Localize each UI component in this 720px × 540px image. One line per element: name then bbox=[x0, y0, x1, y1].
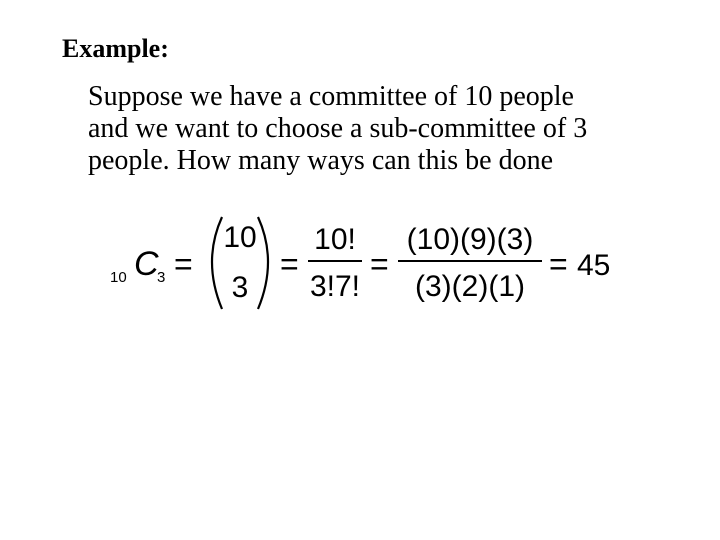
factorial-numerator: 10! bbox=[314, 223, 356, 256]
combination-subscript: 3 bbox=[157, 269, 166, 286]
binomial-bottom: 3 bbox=[231, 271, 249, 304]
product-numerator: (10)(9)(3) bbox=[406, 223, 534, 256]
product-denominator: (3)(2)(1) bbox=[415, 270, 525, 303]
factorial-denominator: 3!7! bbox=[309, 270, 361, 303]
equals-sign-4: = bbox=[549, 246, 568, 282]
right-paren-icon bbox=[258, 217, 268, 309]
problem-line-3: people. How many ways can this be done bbox=[88, 145, 553, 176]
equals-sign-2: = bbox=[280, 246, 299, 282]
left-paren-icon bbox=[212, 217, 222, 309]
problem-statement bbox=[88, 81, 587, 177]
binomial-top: 10 bbox=[223, 221, 257, 254]
equals-sign-1: = bbox=[174, 246, 193, 282]
problem-line-2: and we want to choose a sub-committee of 3 bbox=[88, 113, 588, 144]
example-heading: Example: bbox=[62, 34, 169, 63]
equals-sign-3: = bbox=[370, 246, 389, 282]
combination-symbol: C bbox=[134, 245, 159, 283]
result-value: 45 bbox=[577, 249, 611, 282]
combination-pre-subscript: 10 bbox=[110, 269, 127, 286]
problem-line-1: Suppose we have a committee of 10 people bbox=[88, 81, 574, 112]
combination-formula bbox=[100, 205, 640, 325]
